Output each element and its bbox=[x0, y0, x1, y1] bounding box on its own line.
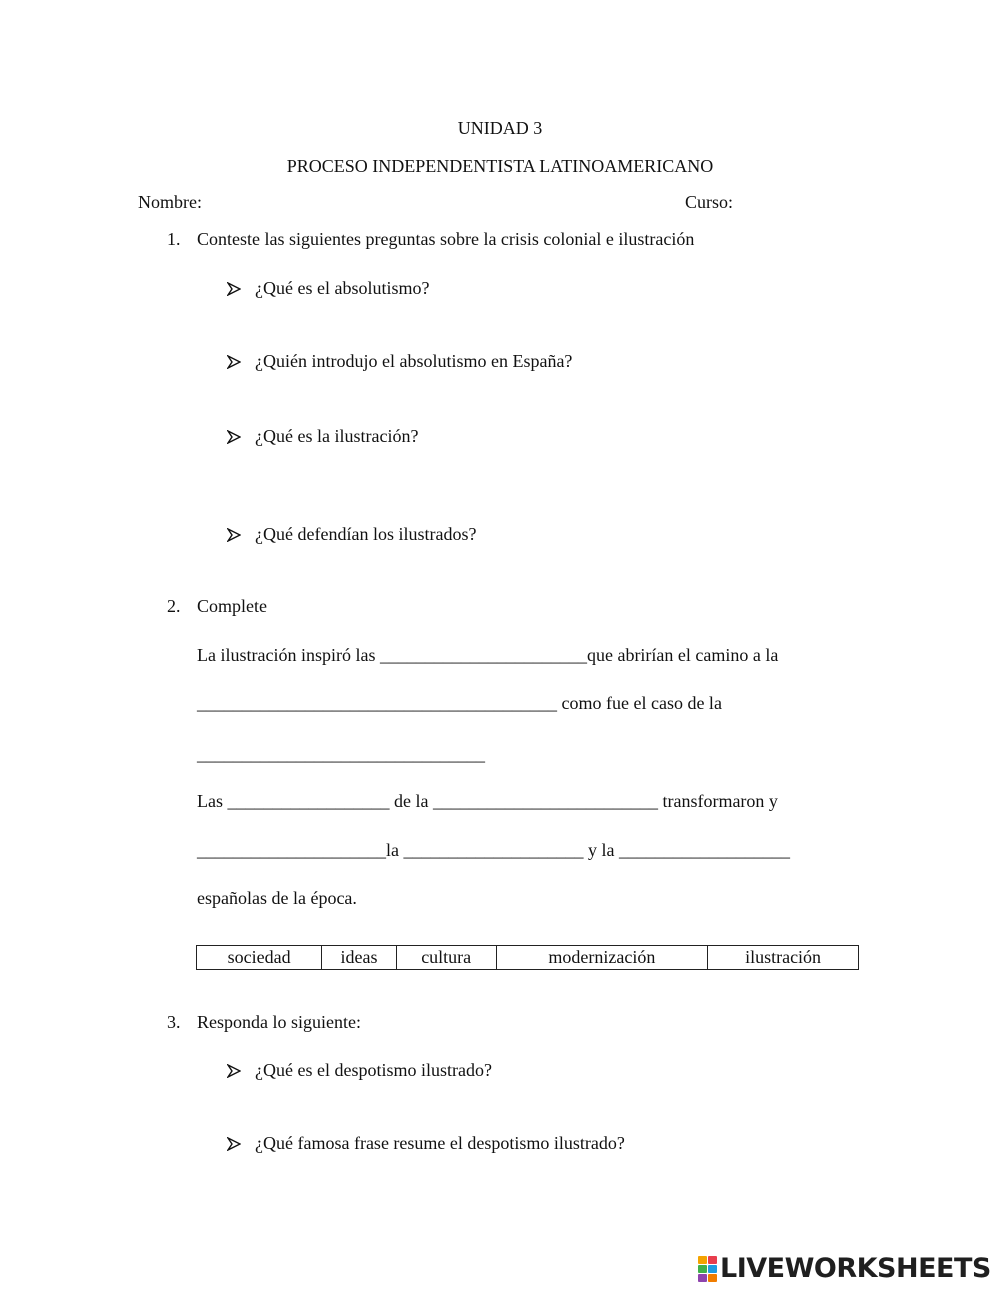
liveworksheets-brand-text: LIVEWORKSHEETS bbox=[720, 1253, 991, 1284]
fill-in-line: ________________________________________ como fue el caso de la bbox=[197, 693, 722, 713]
name-label: Nombre: bbox=[138, 192, 202, 212]
question-item bbox=[227, 1133, 625, 1154]
question-item bbox=[227, 426, 418, 447]
section-3-heading: Responda lo siguiente: bbox=[197, 1012, 361, 1032]
arrow-bullet-icon bbox=[227, 282, 241, 296]
word-bank-cell: modernización bbox=[496, 946, 708, 970]
question-text: ¿Qué es la ilustración? bbox=[255, 426, 419, 446]
arrow-bullet-icon bbox=[227, 1137, 241, 1151]
course-label: Curso: bbox=[685, 192, 734, 212]
section-1-heading: Conteste las siguientes preguntas sobre la crisis colonial e ilustración bbox=[197, 229, 695, 249]
question-item bbox=[227, 278, 429, 299]
section-2-heading: Complete bbox=[197, 596, 267, 616]
arrow-bullet-icon bbox=[227, 1064, 241, 1078]
liveworksheets-logo-icon bbox=[698, 1256, 717, 1282]
word-bank-cell: ilustración bbox=[708, 946, 859, 970]
word-bank-row bbox=[197, 946, 859, 970]
word-bank-cell: sociedad bbox=[197, 946, 322, 970]
fill-in-line: _____________________la ____________________ y la ___________________ bbox=[197, 840, 790, 860]
fill-in-line: La ilustración inspiró las _______________________que abrirían el camino a la bbox=[197, 645, 779, 665]
fill-in-line: Las __________________ de la _________________________ transformaron y bbox=[197, 791, 778, 811]
arrow-bullet-icon bbox=[227, 430, 241, 444]
question-item bbox=[227, 351, 572, 372]
fill-in-line: españolas de la época. bbox=[197, 888, 357, 908]
arrow-bullet-icon bbox=[227, 528, 241, 542]
word-bank-cell: ideas bbox=[322, 946, 396, 970]
question-item bbox=[227, 524, 476, 545]
unit-title: UNIDAD 3 bbox=[457, 118, 543, 138]
word-bank-cell: cultura bbox=[396, 946, 496, 970]
question-text: ¿Qué famosa frase resume el despotismo ilustrado? bbox=[255, 1133, 625, 1153]
question-text: ¿Qué defendían los ilustrados? bbox=[255, 524, 477, 544]
section-2-number: 2. bbox=[167, 596, 181, 616]
question-text: ¿Qué es el absolutismo? bbox=[255, 278, 430, 298]
word-bank-table bbox=[196, 945, 859, 970]
section-3-number: 3. bbox=[167, 1012, 181, 1032]
liveworksheets-logo[interactable] bbox=[698, 1255, 991, 1282]
question-text: ¿Qué es el despotismo ilustrado? bbox=[255, 1060, 492, 1080]
question-item bbox=[227, 1060, 492, 1081]
fill-in-line: ________________________________ bbox=[197, 744, 485, 764]
page-title: PROCESO INDEPENDENTISTA LATINOAMERICANO bbox=[286, 156, 714, 176]
arrow-bullet-icon bbox=[227, 355, 241, 369]
question-text: ¿Quién introdujo el absolutismo en España? bbox=[255, 351, 573, 371]
section-1-number: 1. bbox=[167, 229, 181, 249]
